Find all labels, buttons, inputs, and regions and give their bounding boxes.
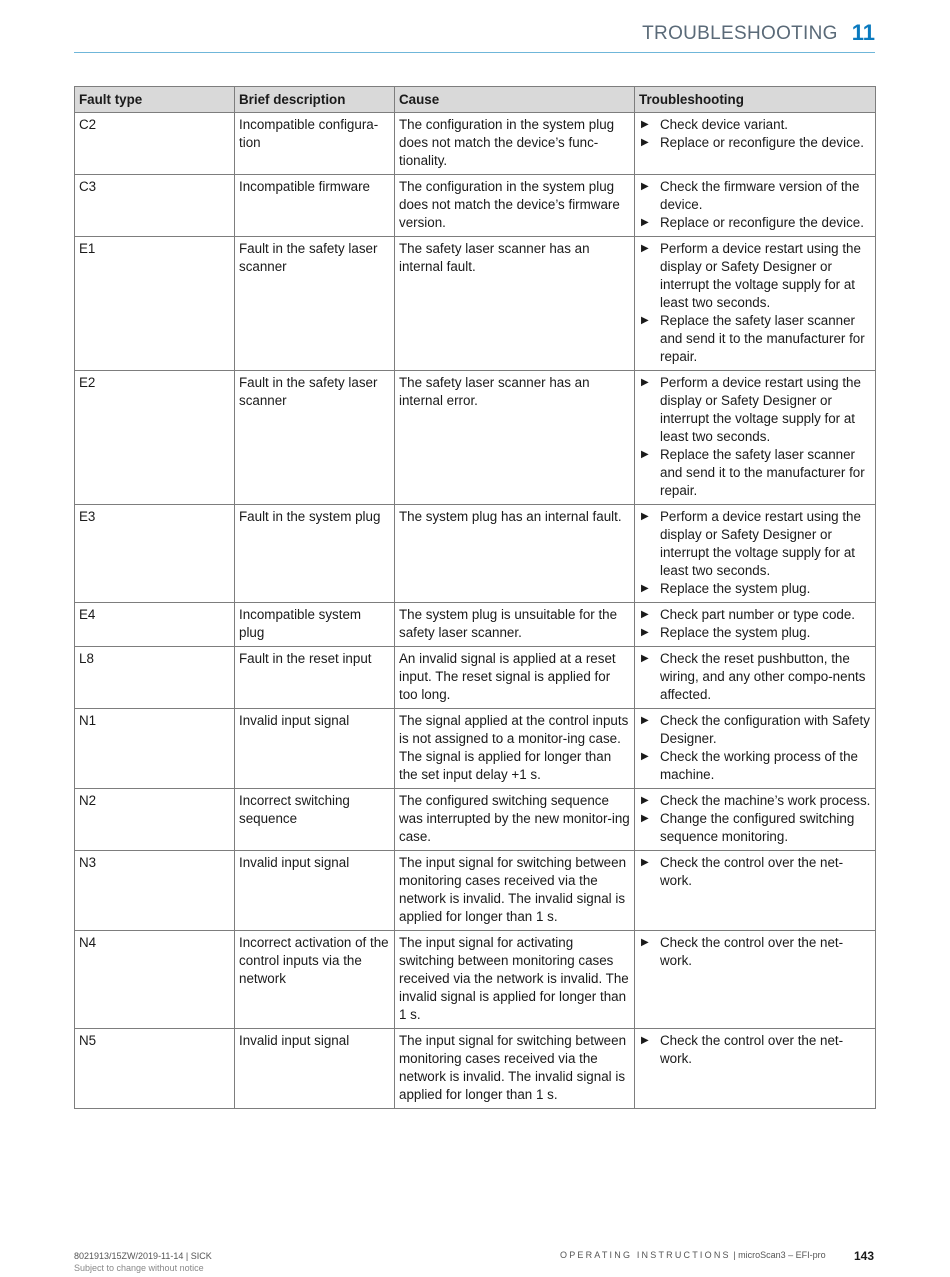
fault-type-cell: L8: [75, 647, 235, 709]
list-item: [639, 116, 871, 134]
triangle-bullet-icon: ▶: [641, 217, 649, 228]
step-text: Replace the safety laser scanner and send it to the manufacturer for repair.: [660, 447, 865, 498]
step-text: Perform a device restart using the display or Safety Designer or interrupt the voltage supply for at least two seconds.: [660, 241, 861, 310]
fault-type-cell: E3: [75, 505, 235, 603]
brief-description-cell: Fault in the system plug: [235, 505, 395, 603]
triangle-bullet-icon: ▶: [641, 751, 649, 762]
column-header-troubleshooting: Troubleshooting: [635, 87, 876, 113]
fault-type-cell: C3: [75, 175, 235, 237]
list-item: [639, 580, 871, 598]
step-text: Check the control over the net-work.: [660, 1033, 844, 1066]
cause-cell: The configuration in the system plug does not match the device’s firmware version.: [395, 175, 635, 237]
step-text: Replace the system plug.: [660, 625, 811, 640]
troubleshooting-cell: [635, 931, 876, 1029]
footer-doc-id: 8021913/15ZW/2019-11-14 | SICK: [74, 1251, 212, 1261]
footer-manual: [560, 1250, 826, 1260]
triangle-bullet-icon: ▶: [641, 243, 649, 254]
cause-cell: The configured switching sequence was interrupted by the new monitor-ing case.: [395, 789, 635, 851]
step-text: Check the control over the net-work.: [660, 935, 844, 968]
troubleshooting-cell: [635, 647, 876, 709]
triangle-bullet-icon: ▶: [641, 627, 649, 638]
step-text: Change the configured switching sequence monitoring.: [660, 811, 855, 844]
column-header-brief-description: Brief description: [235, 87, 395, 113]
step-text: Check the machine’s work process.: [660, 793, 871, 808]
troubleshooting-steps: [639, 374, 871, 500]
triangle-bullet-icon: ▶: [641, 449, 649, 460]
step-text: Perform a device restart using the display or Safety Designer or interrupt the voltage supply for at least two seconds.: [660, 375, 861, 444]
troubleshooting-cell: [635, 113, 876, 175]
cause-cell: The input signal for switching between monitoring cases received via the network is invalid. The invalid signal is applied for longer than 1 s.: [395, 851, 635, 931]
list-item: [639, 508, 871, 580]
fault-type-cell: N4: [75, 931, 235, 1029]
troubleshooting-steps: [639, 606, 871, 642]
footer-product: | microScan3 – EFI-pro: [733, 1250, 826, 1260]
brief-description-cell: Incorrect switching sequence: [235, 789, 395, 851]
troubleshooting-steps: [639, 792, 871, 846]
triangle-bullet-icon: ▶: [641, 1035, 649, 1046]
step-text: Check the reset pushbutton, the wiring, and any other compo-nents affected.: [660, 651, 866, 702]
triangle-bullet-icon: ▶: [641, 315, 649, 326]
brief-description-cell: Incorrect activation of the control inputs via the network: [235, 931, 395, 1029]
step-text: Replace the system plug.: [660, 581, 811, 596]
list-item: [639, 792, 871, 810]
fault-type-cell: E4: [75, 603, 235, 647]
cause-cell: The input signal for activating switching between monitoring cases received via the network is invalid. The invalid signal is applied for longer than 1 s.: [395, 931, 635, 1029]
table-row: [75, 709, 876, 789]
fault-type-cell: N5: [75, 1029, 235, 1109]
step-text: Check device variant.: [660, 117, 789, 132]
chapter-number: 11: [851, 20, 875, 45]
troubleshooting-cell: [635, 603, 876, 647]
list-item: [639, 748, 871, 784]
troubleshooting-steps: [639, 116, 871, 152]
step-text: Perform a device restart using the display or Safety Designer or interrupt the voltage supply for at least two seconds.: [660, 509, 861, 578]
fault-type-cell: N2: [75, 789, 235, 851]
step-text: Replace or reconfigure the device.: [660, 215, 864, 230]
cause-cell: The configuration in the system plug does not match the device’s func-tionality.: [395, 113, 635, 175]
table-row: [75, 371, 876, 505]
footer-notice: Subject to change without notice: [74, 1263, 204, 1273]
list-item: [639, 312, 871, 366]
list-item: [639, 624, 871, 642]
troubleshooting-steps: [639, 240, 871, 366]
brief-description-cell: Invalid input signal: [235, 1029, 395, 1109]
list-item: [639, 606, 871, 624]
step-text: Replace or reconfigure the device.: [660, 135, 864, 150]
troubleshooting-cell: [635, 237, 876, 371]
fault-table: [74, 86, 876, 1109]
brief-description-cell: Incompatible configura-tion: [235, 113, 395, 175]
fault-type-cell: E1: [75, 237, 235, 371]
troubleshooting-cell: [635, 851, 876, 931]
cause-cell: The signal applied at the control inputs is not assigned to a monitor-ing case. The signal is applied for longer than the set input delay +1 s.: [395, 709, 635, 789]
step-text: Check the working process of the machine.: [660, 749, 858, 782]
table-row: [75, 789, 876, 851]
brief-description-cell: Fault in the safety laser scanner: [235, 237, 395, 371]
table-row: [75, 603, 876, 647]
fault-type-cell: E2: [75, 371, 235, 505]
troubleshooting-steps: [639, 934, 871, 970]
column-header-cause: Cause: [395, 87, 635, 113]
table-row: [75, 505, 876, 603]
list-item: [639, 214, 871, 232]
triangle-bullet-icon: ▶: [641, 609, 649, 620]
brief-description-cell: Fault in the safety laser scanner: [235, 371, 395, 505]
column-header-fault-type: Fault type: [75, 87, 235, 113]
list-item: [639, 712, 871, 748]
step-text: Check the configuration with Safety Designer.: [660, 713, 870, 746]
troubleshooting-steps: [639, 1032, 871, 1068]
triangle-bullet-icon: ▶: [641, 795, 649, 806]
table-row: [75, 851, 876, 931]
cause-cell: The safety laser scanner has an internal error.: [395, 371, 635, 505]
triangle-bullet-icon: ▶: [641, 181, 649, 192]
triangle-bullet-icon: ▶: [641, 511, 649, 522]
list-item: [639, 854, 871, 890]
table-body: [75, 113, 876, 1109]
list-item: [639, 810, 871, 846]
fault-type-cell: C2: [75, 113, 235, 175]
list-item: [639, 178, 871, 214]
step-text: Check the firmware version of the device.: [660, 179, 860, 212]
cause-cell: The system plug is unsuitable for the safety laser scanner.: [395, 603, 635, 647]
troubleshooting-steps: [639, 712, 871, 784]
brief-description-cell: Incompatible firmware: [235, 175, 395, 237]
step-text: Replace the safety laser scanner and send it to the manufacturer for repair.: [660, 313, 865, 364]
cause-cell: The input signal for switching between monitoring cases received via the network is invalid. The invalid signal is applied for longer than 1 s.: [395, 1029, 635, 1109]
troubleshooting-cell: [635, 175, 876, 237]
troubleshooting-steps: [639, 650, 871, 704]
list-item: [639, 134, 871, 152]
troubleshooting-steps: [639, 854, 871, 890]
fault-type-cell: N1: [75, 709, 235, 789]
triangle-bullet-icon: ▶: [641, 653, 649, 664]
troubleshooting-steps: [639, 508, 871, 598]
triangle-bullet-icon: ▶: [641, 857, 649, 868]
brief-description-cell: Fault in the reset input: [235, 647, 395, 709]
triangle-bullet-icon: ▶: [641, 715, 649, 726]
table-row: [75, 175, 876, 237]
triangle-bullet-icon: ▶: [641, 583, 649, 594]
troubleshooting-cell: [635, 505, 876, 603]
triangle-bullet-icon: ▶: [641, 119, 649, 130]
cause-cell: An invalid signal is applied at a reset input. The reset signal is applied for too long.: [395, 647, 635, 709]
brief-description-cell: Invalid input signal: [235, 851, 395, 931]
page-number: 143: [853, 1249, 874, 1263]
list-item: [639, 1032, 871, 1068]
triangle-bullet-icon: ▶: [641, 813, 649, 824]
table-row: [75, 931, 876, 1029]
list-item: [639, 934, 871, 970]
brief-description-cell: Invalid input signal: [235, 709, 395, 789]
table-row: [75, 237, 876, 371]
table-row: [75, 647, 876, 709]
fault-type-cell: N3: [75, 851, 235, 931]
list-item: [639, 240, 871, 312]
triangle-bullet-icon: ▶: [641, 377, 649, 388]
page-header: [74, 14, 875, 53]
brief-description-cell: Incompatible system plug: [235, 603, 395, 647]
table-header-row: [75, 87, 876, 113]
table-row: [75, 1029, 876, 1109]
cause-cell: The safety laser scanner has an internal fault.: [395, 237, 635, 371]
footer-doc-info: [74, 1250, 212, 1274]
list-item: [639, 650, 871, 704]
triangle-bullet-icon: ▶: [641, 937, 649, 948]
troubleshooting-cell: [635, 709, 876, 789]
troubleshooting-cell: [635, 371, 876, 505]
table-row: [75, 113, 876, 175]
troubleshooting-cell: [635, 789, 876, 851]
chapter-title: TROUBLESHOOTING: [642, 23, 838, 44]
troubleshooting-steps: [639, 178, 871, 232]
troubleshooting-cell: [635, 1029, 876, 1109]
list-item: [639, 374, 871, 446]
triangle-bullet-icon: ▶: [641, 137, 649, 148]
footer-manual-label: OPERATING INSTRUCTIONS: [560, 1250, 731, 1260]
cause-cell: The system plug has an internal fault.: [395, 505, 635, 603]
step-text: Check part number or type code.: [660, 607, 856, 622]
list-item: [639, 446, 871, 500]
step-text: Check the control over the net-work.: [660, 855, 844, 888]
